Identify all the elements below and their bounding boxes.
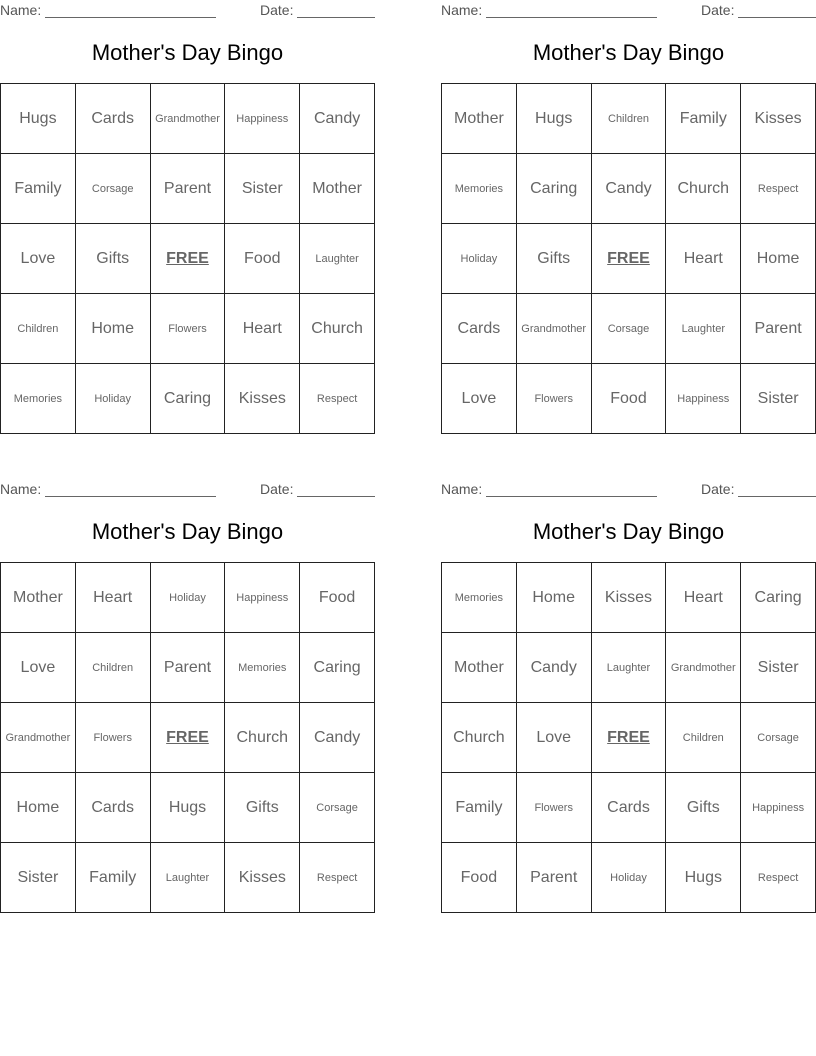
bingo-cell: Kisses (741, 84, 816, 154)
bingo-cell: Parent (517, 843, 592, 913)
bingo-cell: Candy (300, 84, 375, 154)
bingo-cell: Home (517, 563, 592, 633)
bingo-cell: Candy (517, 633, 592, 703)
name-date-header (0, 481, 375, 499)
bingo-cell: Cards (76, 773, 151, 843)
bingo-cell: Kisses (592, 563, 667, 633)
bingo-cell: Flowers (517, 364, 592, 434)
bingo-cell: Heart (666, 563, 741, 633)
name-date-header (441, 2, 816, 20)
card-title: Mother's Day Bingo (532, 519, 725, 544)
bingo-cell: Grandmother (151, 84, 226, 154)
bingo-cell: Food (442, 843, 517, 913)
bingo-cell: Kisses (225, 843, 300, 913)
bingo-cell: Candy (592, 154, 667, 224)
bingo-cell: Children (592, 84, 667, 154)
bingo-cell: Family (1, 154, 76, 224)
bingo-cell: Love (442, 364, 517, 434)
bingo-cell: Church (666, 154, 741, 224)
name-label: Name: (0, 481, 42, 497)
bingo-cell: Holiday (592, 843, 667, 913)
name-blank-line (45, 17, 216, 18)
bingo-cell: Holiday (76, 364, 151, 434)
bingo-cell: Laughter (592, 633, 667, 703)
bingo-cell: Cards (76, 84, 151, 154)
bingo-cell: Flowers (517, 773, 592, 843)
bingo-cell: Church (225, 703, 300, 773)
date-blank-line (738, 17, 816, 18)
bingo-grid (0, 83, 375, 434)
name-label: Name: (0, 2, 42, 18)
bingo-cell: Parent (151, 154, 226, 224)
date-blank-line (297, 17, 375, 18)
bingo-cell: Happiness (225, 563, 300, 633)
bingo-cell: Children (76, 633, 151, 703)
bingo-cell: Love (517, 703, 592, 773)
date-label: Date: (701, 2, 735, 18)
bingo-cell: Children (1, 294, 76, 364)
bingo-cell: Respect (300, 843, 375, 913)
bingo-grid (0, 562, 375, 913)
bingo-cell: Happiness (225, 84, 300, 154)
bingo-cell: Mother (442, 84, 517, 154)
bingo-cell: Respect (741, 154, 816, 224)
bingo-cell: Flowers (76, 703, 151, 773)
bingo-cell: Memories (1, 364, 76, 434)
bingo-cell: Gifts (666, 773, 741, 843)
bingo-cell: Respect (300, 364, 375, 434)
bingo-cell: Hugs (1, 84, 76, 154)
bingo-cell: Holiday (442, 224, 517, 294)
bingo-cell: Hugs (517, 84, 592, 154)
bingo-cell: Laughter (151, 843, 226, 913)
bingo-cell: Home (76, 294, 151, 364)
bingo-grid (441, 83, 816, 434)
bingo-cell: Memories (442, 154, 517, 224)
bingo-cell: Church (442, 703, 517, 773)
bingo-cell: Kisses (225, 364, 300, 434)
name-blank-line (486, 17, 657, 18)
bingo-card (0, 479, 375, 913)
bingo-cell: Sister (741, 633, 816, 703)
bingo-cell: Gifts (76, 224, 151, 294)
bingo-cell: Family (442, 773, 517, 843)
bingo-cell: Corsage (300, 773, 375, 843)
free-space-cell: FREE (151, 224, 226, 294)
bingo-cell: Love (1, 224, 76, 294)
date-blank-line (738, 496, 816, 497)
name-label: Name: (441, 481, 483, 497)
bingo-cell: Sister (225, 154, 300, 224)
bingo-cell: Memories (442, 563, 517, 633)
bingo-cell: Corsage (76, 154, 151, 224)
bingo-cell: Caring (517, 154, 592, 224)
bingo-cell: Mother (300, 154, 375, 224)
date-label: Date: (260, 481, 294, 497)
name-date-header (441, 481, 816, 499)
bingo-cell: Food (225, 224, 300, 294)
bingo-cell: Cards (592, 773, 667, 843)
bingo-cell: Sister (1, 843, 76, 913)
bingo-card (441, 0, 816, 434)
bingo-cell: Home (741, 224, 816, 294)
bingo-cell: Laughter (666, 294, 741, 364)
bingo-cell: Hugs (151, 773, 226, 843)
bingo-cell: Candy (300, 703, 375, 773)
date-label: Date: (701, 481, 735, 497)
bingo-cell: Laughter (300, 224, 375, 294)
name-label: Name: (441, 2, 483, 18)
card-title: Mother's Day Bingo (91, 40, 284, 65)
bingo-cell: Grandmother (666, 633, 741, 703)
bingo-cell: Corsage (741, 703, 816, 773)
bingo-cell: Caring (300, 633, 375, 703)
bingo-cell: Parent (741, 294, 816, 364)
bingo-cell: Heart (225, 294, 300, 364)
bingo-cell: Mother (1, 563, 76, 633)
bingo-cell: Corsage (592, 294, 667, 364)
bingo-cell: Happiness (666, 364, 741, 434)
bingo-card (441, 479, 816, 913)
card-title: Mother's Day Bingo (532, 40, 725, 65)
date-blank-line (297, 496, 375, 497)
bingo-cell: Food (300, 563, 375, 633)
bingo-cell: Happiness (741, 773, 816, 843)
bingo-cell: Sister (741, 364, 816, 434)
free-space-cell: FREE (592, 224, 667, 294)
bingo-cell: Food (592, 364, 667, 434)
bingo-cell: Flowers (151, 294, 226, 364)
bingo-cell: Parent (151, 633, 226, 703)
card-title: Mother's Day Bingo (91, 519, 284, 544)
bingo-cell: Children (666, 703, 741, 773)
free-space-cell: FREE (592, 703, 667, 773)
date-label: Date: (260, 2, 294, 18)
bingo-cell: Gifts (225, 773, 300, 843)
bingo-cell: Memories (225, 633, 300, 703)
bingo-cell: Holiday (151, 563, 226, 633)
bingo-cell: Cards (442, 294, 517, 364)
bingo-cell: Hugs (666, 843, 741, 913)
bingo-cell: Grandmother (517, 294, 592, 364)
bingo-cell: Grandmother (1, 703, 76, 773)
bingo-card (0, 0, 375, 434)
name-blank-line (45, 496, 216, 497)
bingo-cell: Caring (741, 563, 816, 633)
bingo-cell: Caring (151, 364, 226, 434)
bingo-cell: Heart (76, 563, 151, 633)
bingo-cell: Respect (741, 843, 816, 913)
bingo-grid (441, 562, 816, 913)
bingo-cell: Gifts (517, 224, 592, 294)
name-blank-line (486, 496, 657, 497)
bingo-cell: Family (666, 84, 741, 154)
bingo-cell: Heart (666, 224, 741, 294)
bingo-cell: Home (1, 773, 76, 843)
bingo-cell: Church (300, 294, 375, 364)
bingo-cell: Mother (442, 633, 517, 703)
name-date-header (0, 2, 375, 20)
bingo-cell: Family (76, 843, 151, 913)
bingo-cell: Love (1, 633, 76, 703)
free-space-cell: FREE (151, 703, 226, 773)
